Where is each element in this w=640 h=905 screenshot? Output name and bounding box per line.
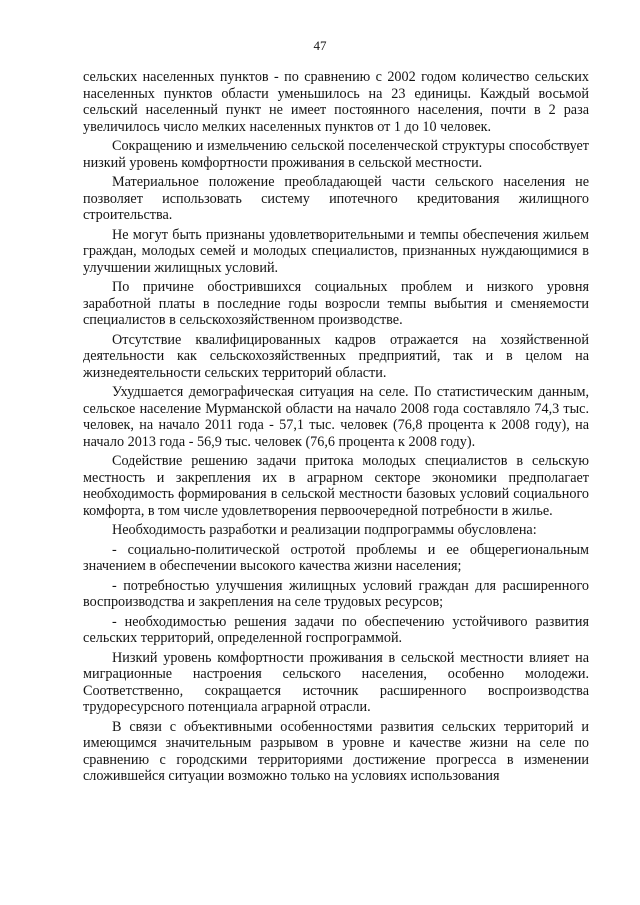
body-text <box>83 69 589 788</box>
paragraph: В связи с объективными особенностями развития сельских территорий и имеющимся значительным разрывом в уровне и качестве жизни на селе по сравнению с городскими территориями достижение прогресса в изменении сложившейся ситуации возможно только на условиях использования <box>83 718 589 784</box>
paragraph: По причине обострившихся социальных проблем и низкого уровня заработной платы в последние годы возросли темпы выбытия и сменяемости специалистов в сельскохозяйственном производстве. <box>83 279 589 328</box>
paragraph-continuation: сельских населенных пунктов - по сравнению с 2002 годом количество сельских населенных пунктов области уменьшилось на 23 единицы. Каждый восьмой сельский населенный пункт не имеет постоянного населения, почти в 2 раза увеличилось число мелких населенных пунктов от 1 до 10 человек. <box>83 69 589 135</box>
paragraph: Не могут быть признаны удовлетворительными и темпы обеспечения жильем граждан, молодых семей и молодых специалистов, признанных нуждающимися в улучшении жилищных условий. <box>83 226 589 276</box>
paragraph: Материальное положение преобладающей части сельского населения не позволяет использовать систему ипотечного кредитования жилищного строительства. <box>83 174 589 223</box>
paragraph: Отсутствие квалифицированных кадров отражается на хозяйственной деятельности как сельскохозяйственных предприятий, так и в целом на жизнедеятельности сельских территорий области. <box>83 331 589 381</box>
list-item: - потребностью улучшения жилищных условий граждан для расширенного воспроизводства и закрепления на селе трудовых ресурсов; <box>83 577 589 610</box>
paragraph: Низкий уровень комфортности проживания в сельской местности влияет на миграционные настроения сельского населения, особенно молодежи. Соответственно, сокращается источник расширенного воспроизводства трудоресурсного потенциала аграрной отрасли. <box>83 649 589 715</box>
paragraph: Сокращению и измельчению сельской поселенческой структуры способствует низкий уровень комфортности проживания в сельской местности. <box>83 138 589 171</box>
list-item: - необходимостью решения задачи по обеспечению устойчивого развития сельских территорий, определенной госпрограммой. <box>83 613 589 646</box>
page-number: 47 <box>313 38 327 53</box>
paragraph: Содействие решению задачи притока молодых специалистов в сельскую местность и закрепления их в аграрном секторе экономики предполагает необходимость формирования в сельской местности базовых условий социального комфорта, в том числе удовлетворения первоочередной потребности в жилье. <box>83 453 589 519</box>
paragraph: Необходимость разработки и реализации подпрограммы обусловлена: <box>112 522 537 538</box>
list-item: - социально-политической остротой проблемы и ее общерегиональным значением в обеспечении высокого качества жизни населения; <box>83 541 589 574</box>
paragraph: Ухудшается демографическая ситуация на селе. По статистическим данным, сельское население Мурманской области на начало 2008 года составляло 74,3 тыс. человек, на начало 2011 года - 57,1 тыс. человек (76,8 процента к 2008 году), на начало 2013 года - 56,9 тыс. человек (76,6 процента к 2008 году). <box>83 384 589 450</box>
